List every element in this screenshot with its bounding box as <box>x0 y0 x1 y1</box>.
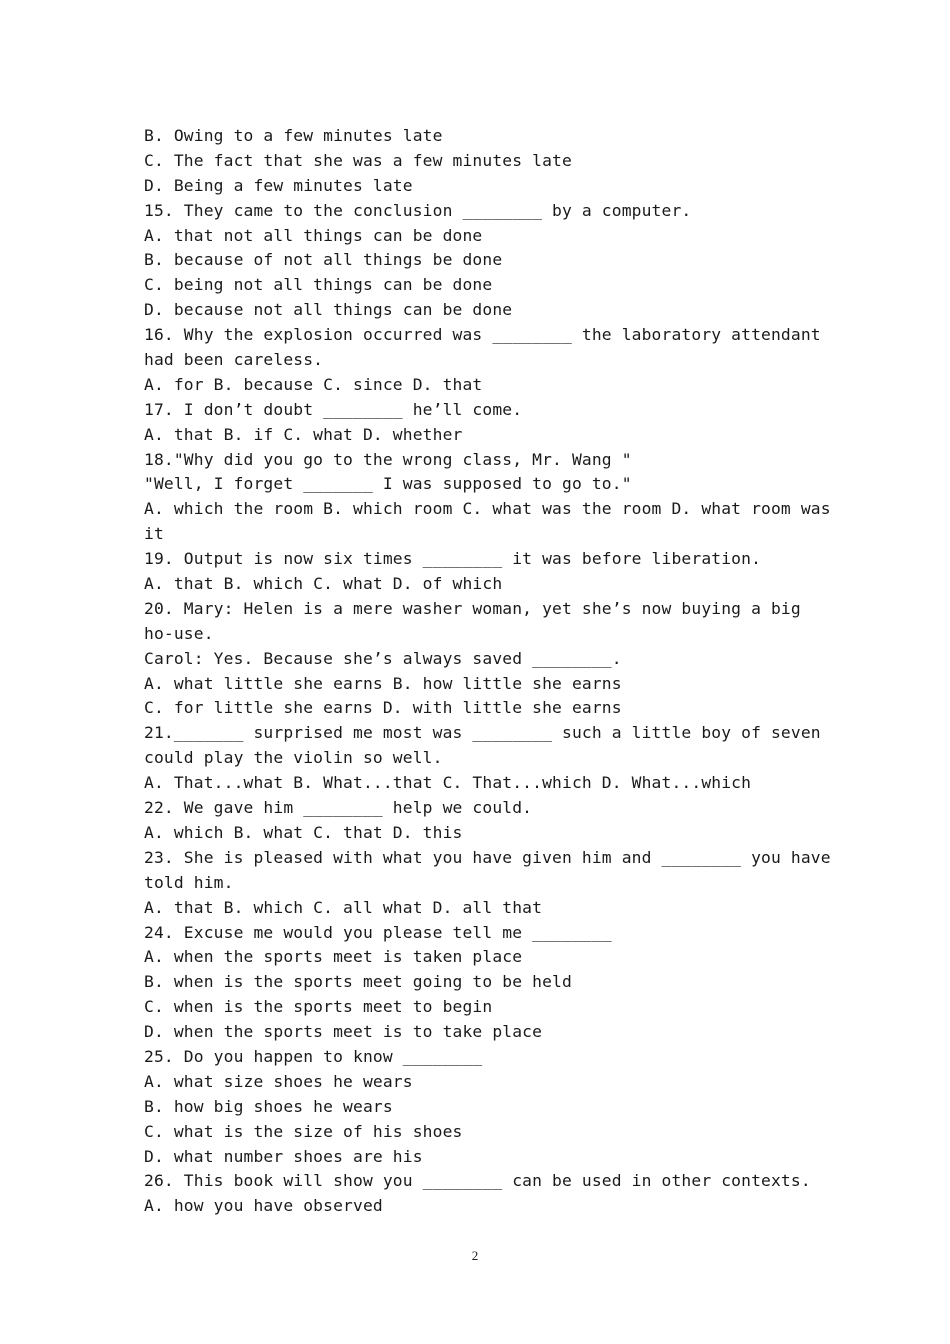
text-line: C. being not all things can be done <box>144 275 493 295</box>
text-line: 22. We gave him ________ help we could. <box>144 798 533 818</box>
text-line: D. because not all things can be done <box>144 300 513 320</box>
text-line: 16. Why the explosion occurred was ________ the laboratory attendant <box>144 325 821 345</box>
text-line: 18."Why did you go to the wrong class, Mr. Wang " <box>144 449 632 469</box>
text-line: A. for B. because C. since D. that <box>144 374 483 394</box>
text-line: 19. Output is now six times ________ it was before liberation. <box>144 549 762 569</box>
text-line: 20. Mary: Helen is a mere washer woman, yet she’s now buying a big <box>144 598 801 618</box>
text-line: B. how big shoes he wears <box>144 1096 393 1116</box>
text-line: had been careless. <box>144 350 324 370</box>
text-line: A. which the room B. which room C. what was the room D. what room was <box>144 499 831 519</box>
text-line: A. when the sports meet is taken place <box>144 947 523 967</box>
text-line: ho-use. <box>144 623 214 643</box>
text-line: C. when is the sports meet to begin <box>144 997 493 1017</box>
text-line: Carol: Yes. Because she’s always saved ________. <box>144 648 622 668</box>
text-line: A. that B. which C. all what D. all that <box>144 897 543 917</box>
text-line: C. The fact that she was a few minutes late <box>144 150 572 170</box>
page-number: 2 <box>471 1248 479 1263</box>
text-line: B. because of not all things be done <box>144 250 503 270</box>
text-line: 15. They came to the conclusion ________ by a computer. <box>144 200 692 220</box>
text-line: 17. I don’t doubt ________ he’ll come. <box>144 399 523 419</box>
text-line: A. that B. which C. what D. of which <box>144 574 503 594</box>
document-body <box>144 124 831 1219</box>
text-line: A. which B. what C. that D. this <box>144 822 463 842</box>
text-line: 23. She is pleased with what you have given him and ________ you have <box>144 847 831 867</box>
text-line: A. That...what B. What...that C. That...which D. What...which <box>144 773 752 793</box>
text-line: "Well, I forget _______ I was supposed to go to." <box>144 474 632 494</box>
text-line: B. when is the sports meet going to be held <box>144 972 572 992</box>
text-line: 26. This book will show you ________ can be used in other contexts. <box>144 1171 811 1191</box>
text-line: C. for little she earns D. with little she earns <box>144 698 622 718</box>
text-line: A. what size shoes he wears <box>144 1071 413 1091</box>
text-line: 21._______ surprised me most was ________ such a little boy of seven <box>144 723 821 743</box>
text-line: could play the violin so well. <box>144 748 443 768</box>
text-line: D. when the sports meet is to take place <box>144 1022 543 1042</box>
text-line: told him. <box>144 872 234 892</box>
text-line: 25. Do you happen to know ________ <box>144 1046 483 1066</box>
text-line: C. what is the size of his shoes <box>144 1121 463 1141</box>
text-line: B. Owing to a few minutes late <box>144 126 443 145</box>
text-line: D. what number shoes are his <box>144 1146 423 1166</box>
text-line: it <box>144 524 164 544</box>
text-line: A. how you have observed <box>144 1196 383 1216</box>
text-line: A. that not all things can be done <box>144 225 483 245</box>
text-line: D. Being a few minutes late <box>144 175 413 195</box>
text-line: A. what little she earns B. how little she earns <box>144 673 622 693</box>
text-line: 24. Excuse me would you please tell me ________ <box>144 922 612 942</box>
text-line: A. that B. if C. what D. whether <box>144 424 463 444</box>
